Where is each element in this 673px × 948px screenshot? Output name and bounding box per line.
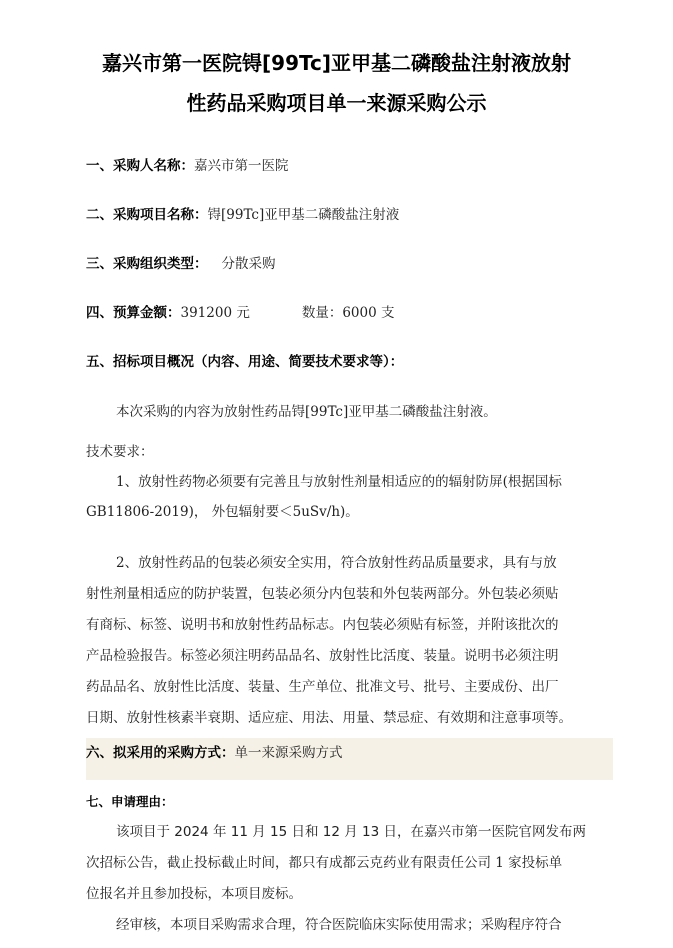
reason-line-2: 次招标公告，截止投标截止时间，都只有成都云克药业有限责任公司 1 家投标单 xyxy=(86,855,563,871)
requirement-2-line-2: 射性剂量相适应的防护装置，包装必须分内包装和外包装两部分。外包装必须贴 xyxy=(86,586,559,602)
page-title-line-2: 性药品采购项目单一来源采购公示 xyxy=(186,91,487,115)
section-overview xyxy=(86,350,403,370)
section-label: 七、申请理由： xyxy=(86,794,174,809)
section-purchaser xyxy=(86,154,289,174)
requirement-2-line-4: 产品检验报告。标签必须注明药品品名、放射性比活度、装量。说明书必须注明 xyxy=(86,648,559,664)
section-label: 五、招标项目概况（内容、用途、简要技术要求等）： xyxy=(86,354,404,370)
budget-amount: 391200 元 xyxy=(180,305,250,321)
requirement-2-line-3: 有商标、标签、说明书和放射性药品标志。内包装必须贴有标签，并附该批次的 xyxy=(86,617,559,633)
section-label: 一、采购人名称： xyxy=(86,158,194,174)
section-procurement-method xyxy=(86,738,613,780)
section-value: 分散采购 xyxy=(221,256,276,272)
quantity: 数量：6000 支 xyxy=(301,305,395,321)
section-value: 单一来源采购方式 xyxy=(234,745,343,761)
section-label: 二、采购项目名称： xyxy=(86,207,208,223)
tech-requirements-label: 技术要求： xyxy=(86,444,154,460)
section-label: 四、预算金额： xyxy=(86,305,181,321)
requirement-2-line-5: 药品品名、放射性比活度、装量、生产单位、批准文号、批号、主要成份、出厂 xyxy=(86,679,559,695)
requirement-2-line-1: 2、放射性药品的包装必须安全实用，符合放射性药品质量要求，具有与放 xyxy=(116,555,557,571)
section-project-name xyxy=(86,203,399,223)
section-value: 嘉兴市第一医院 xyxy=(194,158,289,174)
section-reason xyxy=(86,792,174,810)
requirement-1-line-2: GB11806-2019)， 外包辐射要＜5uSv/h)。 xyxy=(86,504,359,520)
reason-line-3: 位报名并且参加投标，本项目废标。 xyxy=(86,886,302,902)
reason-line-4: 经审核，本项目采购需求合理，符合医院临床实际使用需求；采购程序符合 xyxy=(116,917,562,933)
overview-intro: 本次采购的内容为放射性药品锝[99Tc]亚甲基二磷酸盐注射液。 xyxy=(116,404,497,420)
section-label: 三、采购组织类型： xyxy=(86,256,208,272)
section-value: 锝[99Tc]亚甲基二磷酸盐注射液 xyxy=(207,207,400,223)
requirement-1-line-1: 1、放射性药物必须要有完善且与放射性剂量相适应的的辐射防屏(根据国标 xyxy=(116,474,562,490)
reason-line-1: 该项目于 2024 年 11 月 15 日和 12 月 13 日，在嘉兴市第一医院官网发布两 xyxy=(116,824,586,840)
page-title-line-1: 嘉兴市第一医院锝[99Tc]亚甲基二磷酸盐注射液放射 xyxy=(102,51,571,75)
section-budget xyxy=(86,301,394,321)
section-label: 六、拟采用的采购方式： xyxy=(86,745,235,761)
requirement-2-line-6: 日期、放射性核素半衰期、适应症、用法、用量、禁忌症、有效期和注意事项等。 xyxy=(86,710,572,726)
section-org-type xyxy=(86,252,276,272)
